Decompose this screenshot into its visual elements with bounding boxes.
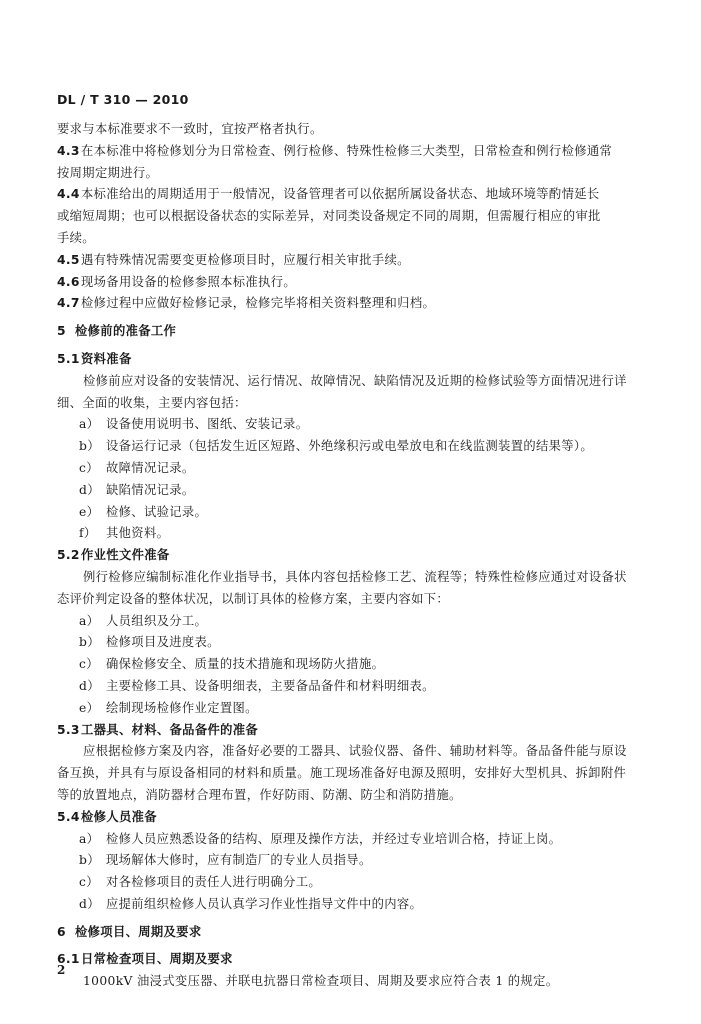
clause-number: 5.4: [57, 809, 80, 824]
list-text: 确保检修安全、质量的技术措施和现场防火措施。: [106, 657, 385, 672]
paragraph-line: 例行检修应编制标准化作业指导书，具体内容包括检修工艺、流程等；特殊性检修应通过对设备状: [83, 569, 627, 584]
section-number: 6: [57, 924, 66, 939]
list-item: [57, 523, 657, 545]
list-text: 设备使用说明书、图纸、安装记录。: [106, 417, 309, 432]
clause-6-1-heading: [57, 949, 657, 971]
list-marker: b）: [79, 635, 100, 650]
clause-title: 日常检查项目、周期及要求: [81, 952, 233, 967]
clause-title: 检修人员准备: [81, 809, 157, 824]
list-marker: d）: [79, 678, 100, 693]
clause-title: 作业性文件准备: [81, 548, 170, 563]
page-number: 2: [57, 963, 66, 977]
paragraph-line: 态评价判定设备的整体状况，以制订具体的检修方案，主要内容如下：: [57, 591, 450, 606]
clause-text: 检修过程中应做好检修记录，检修完毕将相关资料整理和归档。: [81, 296, 436, 311]
list-text: 应提前组织检修人员认真学习作业性指导文件中的内容。: [106, 896, 423, 911]
clause-number: 6.1: [57, 952, 80, 967]
paragraph-line: 应根据检修方案及内容，准备好必要的工器具、试验仪器、备件、辅助材料等。备品备件能与原设: [83, 744, 627, 759]
clause-5-3-heading: [57, 720, 657, 742]
list-text: 绘制现场检修作业定置图。: [106, 700, 258, 715]
clause-4-4: [57, 184, 657, 206]
clause-5-1-heading: [57, 349, 657, 371]
clause-number: 4.4: [57, 187, 80, 202]
section-title: 检修前的准备工作: [75, 324, 177, 339]
clause-number: 4.3: [57, 143, 80, 158]
section-6-heading: [57, 922, 657, 944]
paragraph-line: 要求与本标准要求不一致时，宜按严格者执行。: [57, 122, 323, 136]
list-marker: c）: [79, 460, 99, 475]
list-text: 检修人员应熟悉设备的结构、原理及操作方法，并经过专业培训合格，持证上岗。: [106, 831, 562, 846]
list-item: [57, 502, 657, 524]
paragraph-line: 或缩短周期；也可以根据设备状态的实际差异，对同类设备规定不同的周期，但需履行相应的审批: [57, 209, 601, 224]
list-text: 检修、试验记录。: [106, 504, 208, 519]
list-text: 设备运行记录（包括发生近区短路、外绝缘积污或电晕放电和在线监测装置的结果等）。: [106, 439, 594, 454]
section-title: 检修项目、周期及要求: [75, 924, 202, 939]
list-item: [57, 414, 657, 436]
clause-5-2-heading: [57, 545, 657, 567]
clause-5-4-heading: [57, 807, 657, 829]
list-item: [57, 829, 657, 851]
document-code-header: DL / T 310 — 2010: [57, 92, 189, 107]
list-item: [57, 480, 657, 502]
list-item: [57, 894, 657, 916]
list-text: 对各检修项目的责任人进行明确分工。: [106, 875, 321, 890]
paragraph-line: 等的放置地点，消防器材合理布置，作好防雨、防潮、防尘和消防措施。: [57, 787, 462, 802]
clause-text: 本标准给出的周期适用于一般情况，设备管理者可以依据所属设备状态、地域环境等酌情延长: [81, 187, 600, 202]
clause-number: 5.2: [57, 548, 80, 563]
list-marker: d）: [79, 482, 100, 497]
clause-number: 5.1: [57, 351, 80, 366]
clause-number: 4.6: [57, 274, 80, 289]
clause-number: 4.5: [57, 252, 80, 267]
list-marker: a）: [79, 417, 100, 432]
list-item: [57, 654, 657, 676]
clause-4-7: [57, 293, 657, 315]
list-marker: c）: [79, 875, 99, 890]
paragraph-line: 检修前应对设备的安装情况、运行情况、故障情况、缺陷情况及近期的检修试验等方面情况进行详: [83, 373, 627, 388]
list-text: 故障情况记录。: [106, 460, 195, 475]
list-marker: f）: [79, 526, 97, 541]
list-item: [57, 676, 657, 698]
list-item: [57, 458, 657, 480]
paragraph-line: 细、全面的收集，主要内容包括：: [57, 395, 247, 410]
list-marker: e）: [79, 504, 100, 519]
list-marker: d）: [79, 896, 100, 911]
list-text: 人员组织及分工。: [106, 613, 208, 628]
document-body: [57, 119, 657, 993]
list-marker: e）: [79, 700, 100, 715]
clause-number: 4.7: [57, 296, 80, 311]
list-item: [57, 611, 657, 633]
section-number: 5: [57, 324, 66, 339]
list-text: 主要检修工具、设备明细表，主要备品备件和材料明细表。: [106, 678, 435, 693]
list-item: [57, 436, 657, 458]
list-text: 现场解体大修时，应有制造厂的专业人员指导。: [106, 853, 372, 868]
clause-text: 遇有特殊情况需要变更检修项目时，应履行相关审批手续。: [81, 252, 410, 267]
list-marker: b）: [79, 439, 100, 454]
paragraph-line: 1000kV 油浸式变压器、并联电抗器日常检查项目、周期及要求应符合表 1 的规定。: [83, 974, 559, 989]
clause-text: 现场备用设备的检修参照本标准执行。: [81, 274, 296, 289]
list-marker: c）: [79, 657, 99, 672]
clause-title: 资料准备: [81, 351, 132, 366]
list-item: [57, 872, 657, 894]
clause-number: 5.3: [57, 722, 80, 737]
list-item: [57, 632, 657, 654]
paragraph-line: 按周期定期进行。: [57, 165, 159, 180]
clause-title: 工器具、材料、备品备件的准备: [81, 722, 259, 737]
list-text: 其他资料。: [106, 526, 170, 541]
list-marker: a）: [79, 613, 100, 628]
clause-4-6: [57, 272, 657, 294]
list-marker: b）: [79, 853, 100, 868]
paragraph-line: 备互换，并具有与原设备相同的材料和质量。施工现场准备好电源及照明，安排好大型机具、拆卸附件: [57, 766, 627, 781]
list-marker: a）: [79, 831, 100, 846]
clause-text: 在本标准中将检修划分为日常检查、例行检修、特殊性检修三大类型，日常检查和例行检修通常: [81, 143, 613, 158]
section-5-heading: [57, 321, 657, 343]
list-text: 检修项目及进度表。: [106, 635, 220, 650]
list-item: [57, 698, 657, 720]
clause-4-5: [57, 250, 657, 272]
paragraph-line: 手续。: [57, 230, 95, 245]
list-item: [57, 850, 657, 872]
clause-4-3: [57, 141, 657, 163]
list-text: 缺陷情况记录。: [106, 482, 195, 497]
